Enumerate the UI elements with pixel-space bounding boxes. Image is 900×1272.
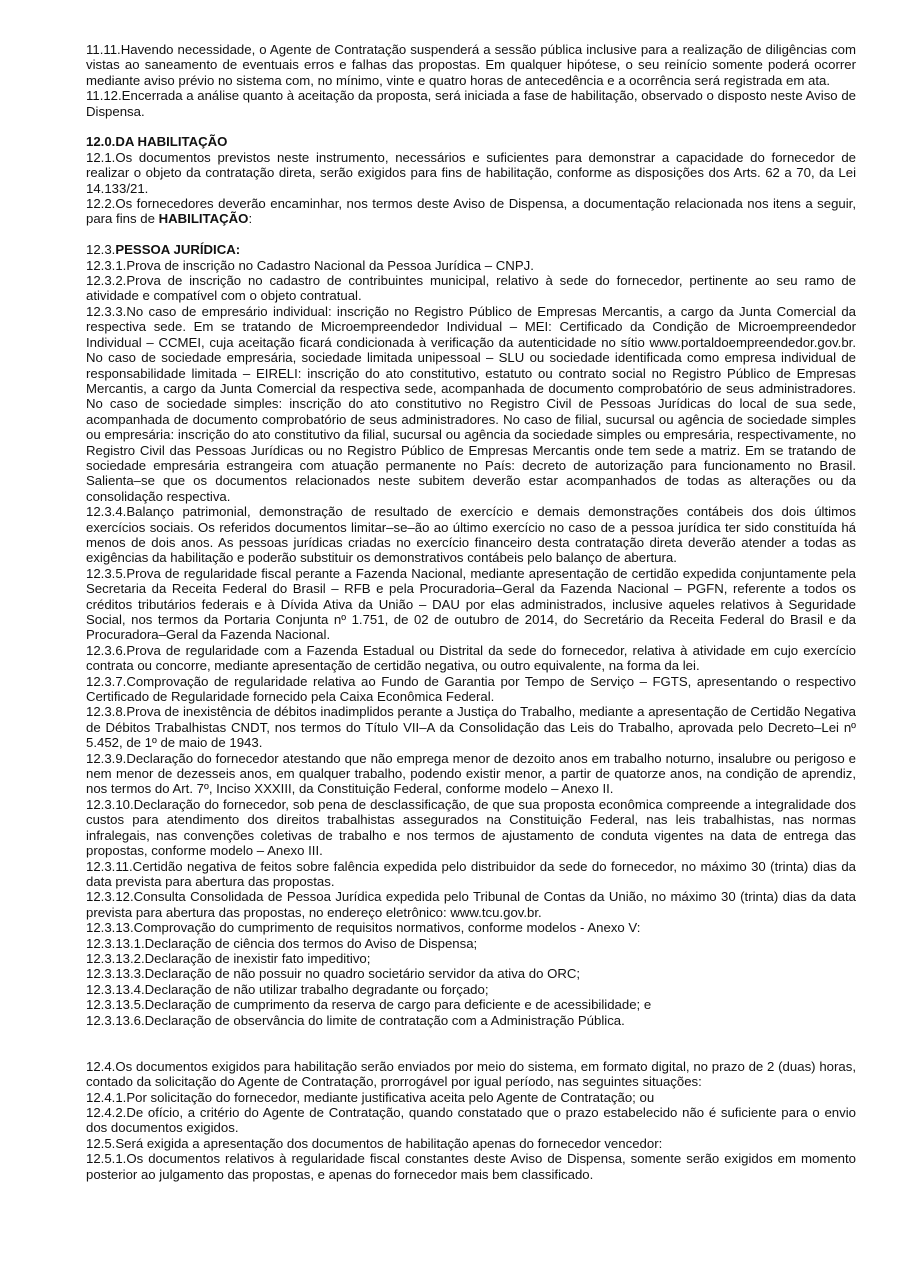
paragraph-12-3-13-3: 12.3.13.3.Declaração de não possuir no quadro societário servidor da ativa do ORC; — [86, 966, 581, 982]
spacer — [86, 119, 856, 134]
section-heading-12: 12.0.DA HABILITAÇÃO — [86, 134, 228, 150]
paragraph-11-12: 11.12.Encerrada a análise quanto à aceitação da proposta, será iniciada a fase de habilitação, observado o disposto neste Aviso de Dispensa. — [86, 88, 856, 119]
paragraph-12-3 — [86, 242, 856, 257]
paragraph-12-2-bold: HABILITAÇÃO — [158, 211, 249, 227]
paragraph-12-3-12: 12.3.12.Consulta Consolidada de Pessoa Jurídica expedida pelo Tribunal de Contas da União, no máximo 30 (trinta) dias da data prevista para abertura das propostas, no endereço eletrônico: www.tcu.gov.br. — [86, 889, 856, 920]
paragraph-12-5: 12.5.Será exigida a apresentação dos documentos de habilitação apenas do fornecedor vencedor: — [86, 1135, 663, 1151]
paragraph-12-3-7: 12.3.7.Comprovação de regularidade relativa ao Fundo de Garantia por Tempo de Serviço – FGTS, apresentando o respectivo Certificado de Regularidade fornecido pela Caixa Econômica Federal. — [86, 673, 856, 705]
paragraph-12-3-3: 12.3.3.No caso de empresário individual: inscrição no Registro Público de Empresas Mercantis, a cargo da Junta Comercial da respectiva sede. Em se tratando de Microempreendedor Individual – MEI: Certificado da Condição de Microempreendedor Individual – CCMEI, cuja aceitação ficará condicionada à verificação da autenticidade no sítio www.portaldoempreendedor.gov.br. No caso de sociedade empresária, sociedade limitada unipessoal – SLU ou sociedade identificada como empresa individual de responsabilidade limitada – EIRELI: inscrição do ato constitutivo, estatuto ou contrato social no Registro Público de Empresas Mercantis, a cargo da Junta Comercial da respectiva sede, acompanhada de documento comprobatório de seus administradores. No caso de sociedade simples: inscrição do ato constitutivo no Registro Civil de Pessoas Jurídicas do local de sua sede, acompanhada de documento comprobatório de seus administradores. No caso de filial, sucursal ou agência de sociedade simples ou empresária: inscrição do ato constitutivo da filial, sucursal ou agência da sociedade simples ou empresária, respectivamente, no Registro Civil das Pessoas Jurídicas ou no Registro Público de Empresas Mercantis onde tem sede a matriz. Em se tratando de sociedade empresária estrangeira com atuação permanente no País: decreto de autorização para funcionamento no Brasil. Salienta–se que os documentos relacionados neste subitem deverão estar acompanhados de todas as alterações ou da consolidação respectiva. — [86, 303, 856, 504]
paragraph-12-2-text: 12.2.Os fornecedores deverão encaminhar, nos termos deste Aviso de Dispensa, a documentação relacionada nos itens a seguir, para fins de — [86, 196, 856, 227]
paragraph-12-3-11: 12.3.11.Certidão negativa de feitos sobre falência expedida pelo distribuidor da sede do fornecedor, no máximo 30 (trinta) dias da data prevista para abertura das propostas. — [86, 858, 856, 889]
paragraph-12-4-1: 12.4.1.Por solicitação do fornecedor, mediante justificativa aceita pelo Agente de Contratação; ou — [86, 1089, 655, 1105]
paragraph-12-3-13-1: 12.3.13.1.Declaração de ciência dos termos do Aviso de Dispensa; — [86, 935, 478, 951]
paragraph-12-3-13-4: 12.3.13.4.Declaração de não utilizar trabalho degradante ou forçado; — [86, 981, 489, 997]
paragraph-12-3-9: 12.3.9.Declaração do fornecedor atestando que não emprega menor de dezoito anos em trabalho noturno, insalubre ou perigoso e nem menor de dezesseis anos, em qualquer trabalho, podendo existir menor, a partir de quatorze anos, na condição de aprendiz, nos termos do Art. 7º, Inciso XXXIII, da Constituição Federal, conforme modelo – Anexo II. — [86, 750, 856, 797]
paragraph-12-2-end: : — [248, 211, 253, 227]
paragraph-12-3-13-6: 12.3.13.6.Declaração de observância do limite de contratação com a Administração Pública. — [86, 1012, 625, 1028]
paragraph-12-3-8: 12.3.8.Prova de inexistência de débitos inadimplidos perante a Justiça do Trabalho, mediante a apresentação de Certidão Negativa de Débitos Trabalhistas CNDT, nos termos do Título VII–A da Consolidação das Leis do Trabalho, aprovada pelo Decreto–Lei nº 5.452, de 1º de maio de 1943. — [86, 704, 856, 751]
paragraph-12-4: 12.4.Os documentos exigidos para habilitação serão enviados por meio do sistema, em formato digital, no prazo de 2 (duas) horas, contado da solicitação do Agente de Contratação, prorrogável por igual período, nas seguintes situações: — [86, 1058, 856, 1090]
paragraph-12-3-13-2: 12.3.13.2.Declaração de inexistir fato impeditivo; — [86, 950, 371, 966]
spacer — [86, 227, 856, 242]
paragraph-12-3-5: 12.3.5.Prova de regularidade fiscal perante a Fazenda Nacional, mediante apresentação de certidão expedida conjuntamente pela Secretaria da Receita Federal do Brasil – RFB e pela Procuradoria–Geral da Fazenda Nacional – PGFN, referente a todos os créditos tributários federais e à Dívida Ativa da União – DAU por elas administrados, inclusive aqueles relativos à Seguridade Social, nos termos da Portaria Conjunta nº 1.751, de 02 de outubro de 2014, do Secretário da Receita Federal do Brasil e da Procuradora–Geral da Fazenda Nacional. — [86, 565, 856, 643]
paragraph-12-3-13-5: 12.3.13.5.Declaração de cumprimento da reserva de cargo para deficiente e de acessibilidade; e — [86, 997, 652, 1013]
paragraph-12-3-6: 12.3.6.Prova de regularidade com a Fazenda Estadual ou Distrital da sede do fornecedor, relativa à atividade em cujo exercício contrata ou concorre, mediante apresentação de certidão negativa, ou outro equivalente, na forma da lei. — [86, 642, 856, 674]
paragraph-12-3-1: 12.3.1.Prova de inscrição no Cadastro Nacional da Pessoa Jurídica – CNPJ. — [86, 257, 534, 273]
paragraph-12-2 — [86, 196, 856, 227]
paragraph-12-4-2: 12.4.2.De ofício, a critério do Agente de Contratação, quando constatado que o prazo estabelecido não é suficiente para o envio dos documentos exigidos. — [86, 1104, 856, 1136]
paragraph-12-3-number: 12.3. — [86, 242, 116, 258]
spacer — [86, 1028, 856, 1059]
paragraph-11-11: 11.11.Havendo necessidade, o Agente de Contratação suspenderá a sessão pública inclusive para a realização de diligências com vistas ao saneamento de eventuais erros e falhas das propostas. Em qualquer hipótese, o seu reinício somente poderá ocorrer mediante aviso prévio no sistema com, no mínimo, vinte e quatro horas de antecedência e a ocorrência será registrada em ata. — [86, 42, 856, 88]
document-page — [86, 42, 856, 1182]
paragraph-12-5-1: 12.5.1.Os documentos relativos à regularidade fiscal constantes deste Aviso de Dispensa, somente serão exigidos em momento posterior ao julgamento das propostas, e apenas do fornecedor mais bem classificado. — [86, 1151, 856, 1182]
paragraph-12-3-title: PESSOA JURÍDICA: — [115, 242, 241, 258]
paragraph-12-3-10: 12.3.10.Declaração do fornecedor, sob pena de desclassificação, de que sua proposta econômica compreende a integralidade dos custos para atendimento dos direitos trabalhistas assegurados na Constituição Federal, nas leis trabalhistas, nas normas infralegais, nas convenções coletivas de trabalho e nos termos de ajustamento de conduta vigentes na data de entrega das propostas, conforme modelo – Anexo III. — [86, 796, 856, 859]
paragraph-12-3-13: 12.3.13.Comprovação do cumprimento de requisitos normativos, conforme modelos - Anexo V: — [86, 920, 641, 936]
paragraph-12-3-4: 12.3.4.Balanço patrimonial, demonstração de resultado de exercício e demais demonstrações contábeis dos dois últimos exercícios sociais. Os referidos documentos limitar–se–ão ao último exercício no caso de a pessoa jurídica ter sido constituída há menos de dois anos. As pessoas jurídicas criadas no exercício financeiro desta contratação direta deverão atender a todas as exigências da habilitação e poderão substituir os demonstrativos contábeis pelo balanço de abertura. — [86, 504, 856, 566]
paragraph-12-3-2: 12.3.2.Prova de inscrição no cadastro de contribuintes municipal, relativo à sede do fornecedor, pertinente ao seu ramo de atividade e compatível com o objeto contratual. — [86, 273, 856, 304]
paragraph-12-1: 12.1.Os documentos previstos neste instrumento, necessários e suficientes para demonstrar a capacidade do fornecedor de realizar o objeto da contratação direta, serão exigidos para fins de habilitação, conforme as disposições dos Arts. 62 a 70, da Lei 14.133/21. — [86, 149, 856, 196]
